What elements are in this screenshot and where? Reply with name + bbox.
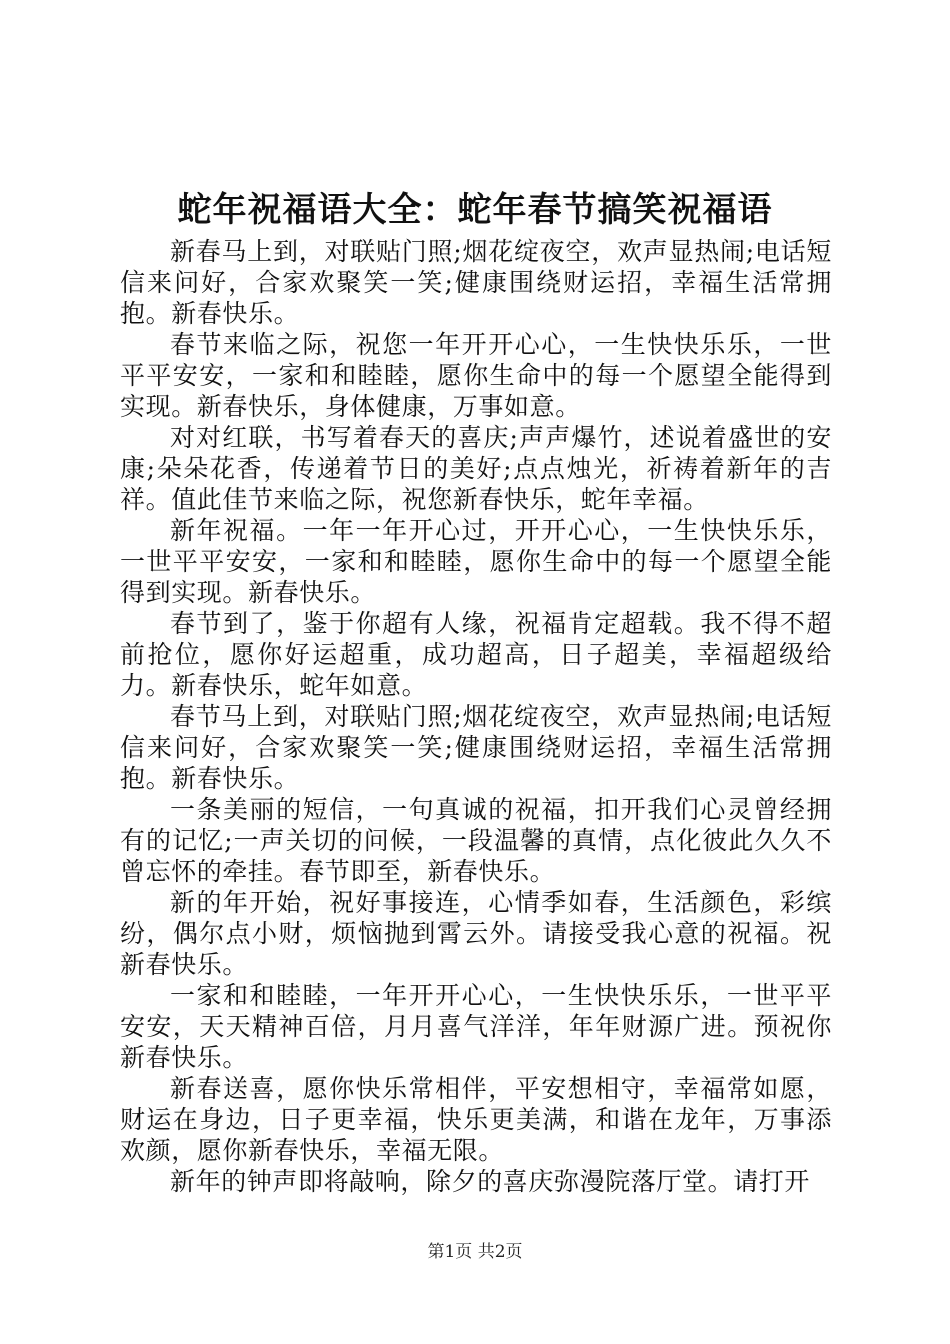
paragraph-10: 新春送喜，愿你快乐常相伴，平安想相守，幸福常如愿，财运在身边，日子更幸福，快乐更美满，和谐在龙年，万事添欢颜，愿你新春快乐，幸福无限。 [120,1074,832,1165]
paragraph-4: 新年祝福。一年一年开心过，开开心心，一生快快乐乐，一世平平安安，一家和和睦睦，愿你生命中的每一个愿望全能得到实现。新春快乐。 [120,516,832,607]
paragraph-6: 春节马上到，对联贴门照;烟花绽夜空，欢声显热闹;电话短信来问好，合家欢聚笑一笑;健康围绕财运招，幸福生活常拥抱。新春快乐。 [120,702,832,793]
paragraph-1: 新春马上到，对联贴门照;烟花绽夜空，欢声显热闹;电话短信来问好，合家欢聚笑一笑;健康围绕财运招，幸福生活常拥抱。新春快乐。 [120,237,832,328]
page-number-footer: 第1页 共2页 [427,1242,523,1262]
paragraph-11: 新年的钟声即将敲响，除夕的喜庆弥漫院落厅堂。请打开 [170,1167,811,1196]
paragraph-8: 新的年开始，祝好事接连，心情季如春，生活颜色，彩缤纷，偶尔点小财，烦恼抛到霄云外。请接受我心意的祝福。祝新春快乐。 [120,888,832,979]
paragraph-5: 春节到了，鉴于你超有人缘，祝福肯定超载。我不得不超前抢位，愿你好运超重，成功超高，日子超美，幸福超级给力。新春快乐，蛇年如意。 [120,609,832,700]
document-body [120,236,832,1197]
paragraph-9: 一家和和睦睦，一年开开心心，一生快快乐乐，一世平平安安，天天精神百倍，月月喜气洋洋，年年财源广进。预祝你新春快乐。 [120,981,832,1072]
paragraph-2: 春节来临之际，祝您一年开开心心，一生快快乐乐，一世平平安安，一家和和睦睦，愿你生命中的每一个愿望全能得到实现。新春快乐，身体健康，万事如意。 [120,330,832,421]
paragraph-3: 对对红联，书写着春天的喜庆;声声爆竹，述说着盛世的安康;朵朵花香，传递着节日的美好;点点烛光，祈祷着新年的吉祥。值此佳节来临之际，祝您新春快乐，蛇年幸福。 [120,423,832,514]
document-title: 蛇年祝福语大全：蛇年春节搞笑祝福语 [177,190,773,230]
paragraph-7: 一条美丽的短信，一句真诚的祝福，扣开我们心灵曾经拥有的记忆;一声关切的问候，一段温馨的真情，点化彼此久久不曾忘怀的牵挂。春节即至，新春快乐。 [120,795,832,886]
